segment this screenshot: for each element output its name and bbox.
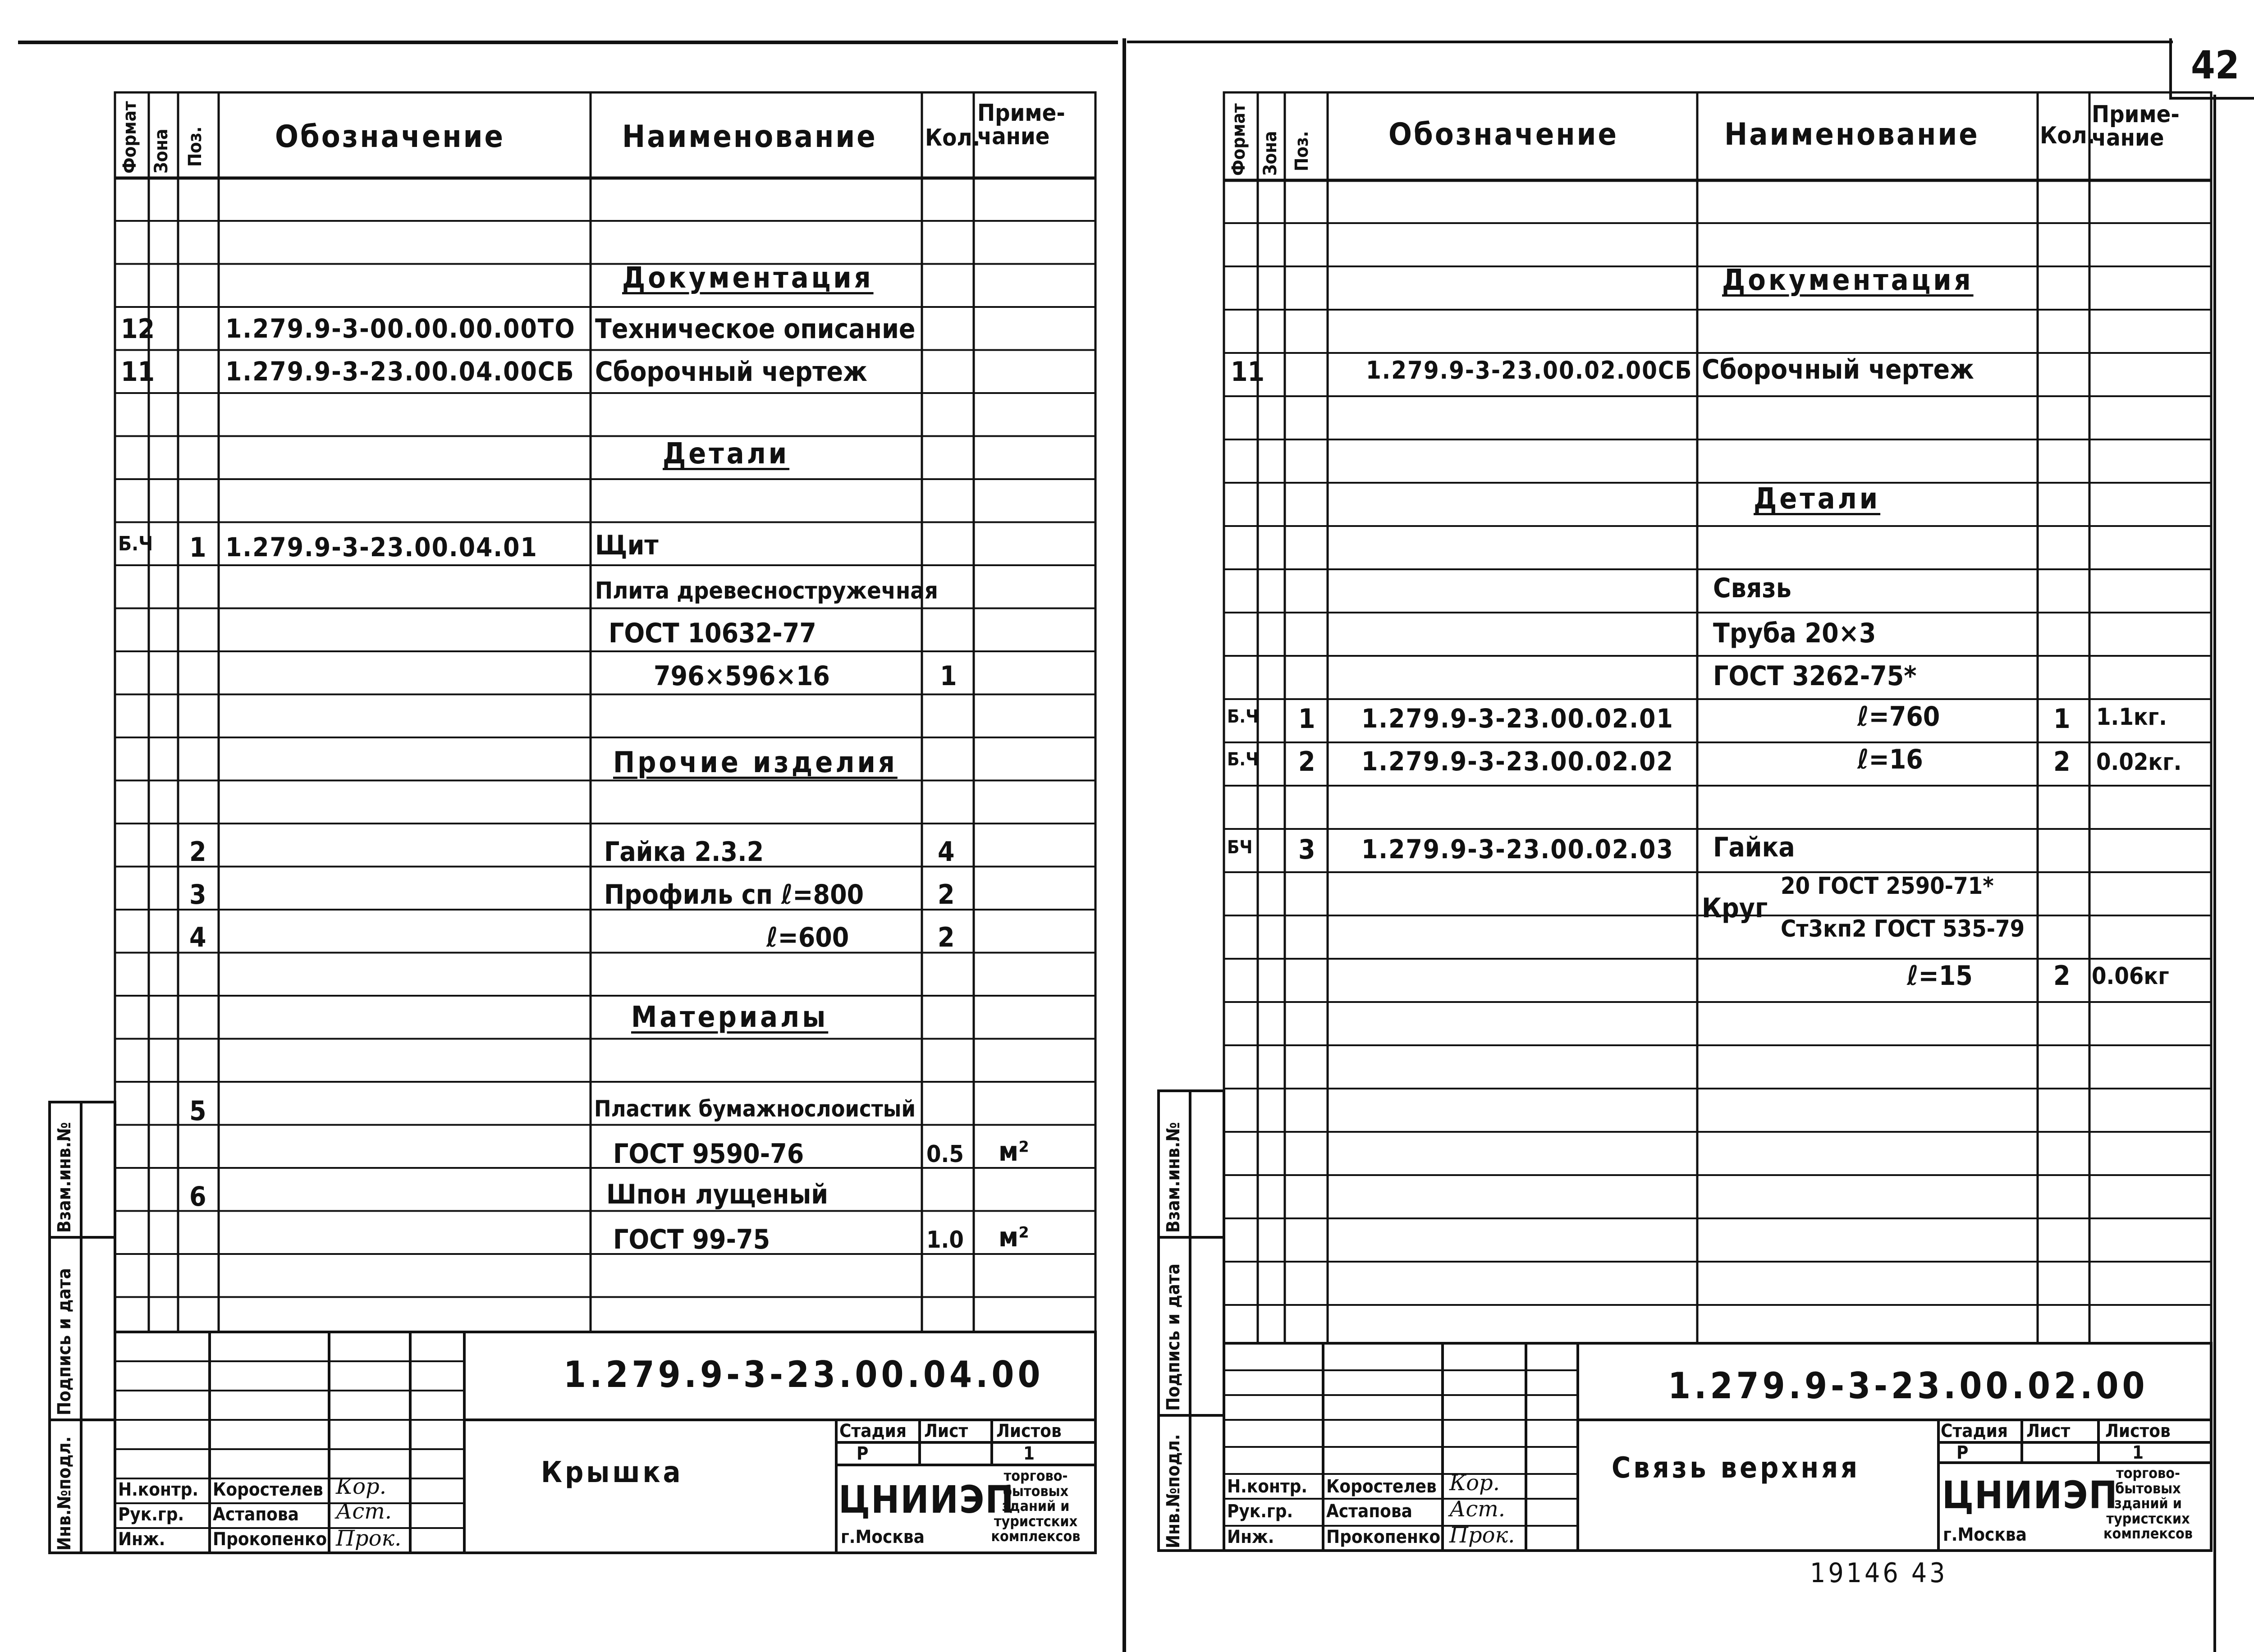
row-name: ГОСТ 3262-75* (1713, 660, 1917, 692)
row-designation: 1.279.9-3-23.00.02.00СБ (1366, 356, 1693, 384)
sheet-left (0, 0, 1122, 1652)
header-format: Формат (119, 101, 140, 174)
row-name: Гайка 2.3.2 (604, 836, 764, 868)
row-pos: 1 (189, 532, 206, 563)
row-designation: 1.279.9-3-23.00.02.02 (1361, 746, 1674, 777)
row-qty: 1 (2053, 703, 2071, 735)
row-note: м² (999, 1222, 1029, 1253)
header-note: Приме-чание (977, 100, 1065, 150)
section-materials: Материалы (631, 1001, 829, 1034)
role-label: Рук.гр. (1227, 1501, 1293, 1522)
row-name: 20 ГОСТ 2590-71* (1781, 873, 1994, 900)
section-documentation: Документация (1722, 264, 1974, 297)
row-qty: 2 (938, 922, 955, 953)
row-format: Б.Ч (1227, 706, 1259, 727)
row-name: Сборочный чертеж (595, 356, 867, 388)
stage-value: Р (1956, 1442, 1969, 1463)
side-label-inv: Инв.№подл. (1163, 1434, 1184, 1548)
row-name: Гайка (1713, 832, 1795, 863)
row-designation: 1.279.9-3-23.00.04.01 (225, 532, 538, 563)
row-format: БЧ (1227, 837, 1253, 858)
header-name: Наименование (622, 119, 877, 155)
row-pos: 2 (189, 836, 206, 868)
person-name: Прокопенко (1326, 1527, 1441, 1547)
header-name: Наименование (1724, 117, 1979, 152)
person-name: Астапова (213, 1504, 299, 1525)
header-note: Приме-чание (2092, 101, 2180, 151)
signature: Прок. (1449, 1523, 1515, 1548)
org-description: торгово-бытовых зданий и туристских комплексов (2103, 1464, 2193, 1542)
header-designation: Обозначение (275, 119, 505, 155)
side-label-replacement: Взам.инв.№ (1163, 1122, 1184, 1233)
signature: Кор. (336, 1474, 387, 1499)
role-label: Н.контр. (118, 1479, 199, 1500)
person-name: Коростелев (1326, 1476, 1437, 1497)
header-format: Формат (1228, 103, 1249, 176)
header-qty: Кол. (2040, 122, 2095, 149)
section-details: Детали (663, 437, 790, 471)
section-details: Детали (1754, 482, 1881, 516)
header-pos: Поз. (1292, 131, 1312, 171)
row-pos: 6 (189, 1181, 206, 1213)
row-designation: 1.279.9-3-23.00.02.01 (1361, 703, 1674, 734)
side-label-replacement: Взам.инв.№ (54, 1122, 75, 1233)
role-label: Рук.гр. (118, 1504, 184, 1525)
header-qty: Кол. (925, 124, 980, 151)
row-qty: 1.0 (926, 1226, 964, 1254)
row-name: ℓ=16 (1857, 744, 1923, 775)
title-code: 1.279.9-3-23.00.02.00 (1668, 1365, 2149, 1407)
row-name: Техническое описание (595, 313, 916, 345)
row-note: м² (999, 1136, 1029, 1167)
title-name: Крышка (541, 1456, 683, 1489)
side-label-sign-date: Подпись и дата (54, 1268, 75, 1415)
row-format: 11 (1231, 356, 1265, 388)
sheet-left-grid (0, 0, 1122, 1652)
title-code: 1.279.9-3-23.00.04.00 (564, 1354, 1044, 1396)
role-label: Инж. (1227, 1527, 1274, 1547)
signature: Аст. (336, 1499, 392, 1524)
row-pos: 3 (189, 879, 206, 911)
org-name: ЦНИИЭП (838, 1478, 1015, 1522)
stage-value: Р (857, 1443, 869, 1464)
section-other-items: Прочие изделия (613, 746, 898, 779)
row-format: Б.Ч (118, 532, 153, 555)
row-name: Шпон лущеный (606, 1179, 829, 1210)
title-name: Связь верхняя (1612, 1451, 1860, 1485)
row-name: Связь (1713, 572, 1791, 604)
row-name: ℓ=760 (1857, 701, 1940, 732)
header-pos: Поз. (185, 126, 206, 167)
row-qty: 1 (940, 660, 957, 692)
role-label: Н.контр. (1227, 1476, 1308, 1497)
signature: Прок. (336, 1526, 402, 1551)
org-city: г.Москва (1943, 1524, 2027, 1545)
row-pos: 3 (1298, 834, 1315, 865)
footer-note: 19146 43 (1810, 1557, 1948, 1589)
person-name: Астапова (1326, 1501, 1412, 1522)
row-name: ℓ=15 (1907, 960, 1973, 992)
sheets-label: Листов (2105, 1421, 2171, 1441)
row-name: Профиль сп ℓ=800 (604, 879, 864, 911)
row-name: 796×596×16 (654, 660, 830, 692)
row-qty: 0.5 (926, 1141, 964, 1168)
signature: Кор. (1449, 1470, 1500, 1496)
row-note: 0.06кг (2092, 963, 2169, 990)
row-name: ГОСТ 99-75 (613, 1224, 770, 1255)
row-name: Пластик бумажнослоистый (594, 1096, 916, 1122)
row-name: ГОСТ 9590-76 (613, 1138, 804, 1170)
row-name: Щит (595, 530, 659, 561)
org-description: торгово-бытовых зданий и туристских комплексов (991, 1467, 1081, 1545)
side-label-sign-date: Подпись и дата (1163, 1263, 1184, 1411)
row-note: 0.02кг. (2096, 749, 2182, 776)
stage-label: Стадия (1941, 1421, 2008, 1441)
org-name: ЦНИИЭП (1942, 1473, 2118, 1517)
section-documentation: Документация (622, 261, 874, 295)
row-qty: 4 (938, 836, 955, 868)
signature: Аст. (1449, 1496, 1506, 1522)
sheets-value: 1 (1023, 1443, 1035, 1464)
sheet-label: Лист (2026, 1421, 2071, 1441)
row-qty: 2 (938, 879, 955, 911)
sheets-value: 1 (2132, 1442, 2144, 1463)
row-pos: 1 (1298, 703, 1315, 735)
row-designation: 1.279.9-3-00.00.00.00ТО (225, 313, 576, 344)
side-label-inv: Инв.№подл. (54, 1436, 75, 1551)
person-name: Прокопенко (213, 1529, 327, 1550)
header-zone: Зона (1260, 131, 1281, 176)
row-format: 12 (121, 313, 155, 345)
person-name: Коростелев (213, 1479, 323, 1500)
org-city: г.Москва (841, 1527, 925, 1547)
row-format: 11 (121, 356, 155, 388)
row-pos: 4 (189, 922, 206, 953)
row-name: Ст3кп2 ГОСТ 535-79 (1781, 915, 2025, 943)
row-designation: 1.279.9-3-23.00.04.00СБ (225, 356, 575, 387)
sheet-right (1122, 0, 2254, 1652)
row-pos: 2 (1298, 746, 1315, 778)
row-note: 1.1кг. (2096, 704, 2167, 731)
row-name: ℓ=600 (766, 922, 849, 953)
row-name: ГОСТ 10632-77 (609, 618, 816, 649)
header-zone: Зона (151, 128, 172, 174)
header-designation: Обозначение (1388, 117, 1619, 152)
row-name: Плита древесностружечная (595, 577, 938, 604)
row-name: Сборочный чертеж (1702, 354, 1974, 385)
stage-label: Стадия (839, 1421, 907, 1441)
role-label: Инж. (118, 1529, 165, 1550)
row-designation: 1.279.9-3-23.00.02.03 (1361, 834, 1674, 865)
sheets-label: Листов (996, 1421, 1062, 1441)
row-format: Б.Ч (1227, 749, 1259, 770)
sheet-label: Лист (924, 1421, 968, 1441)
row-qty: 2 (2053, 960, 2071, 992)
row-name: Труба 20×3 (1713, 618, 1876, 649)
row-name-prefix: Круг (1702, 892, 1768, 924)
page-number: 42 (2191, 43, 2240, 88)
row-qty: 2 (2053, 746, 2071, 778)
row-pos: 5 (189, 1095, 206, 1127)
